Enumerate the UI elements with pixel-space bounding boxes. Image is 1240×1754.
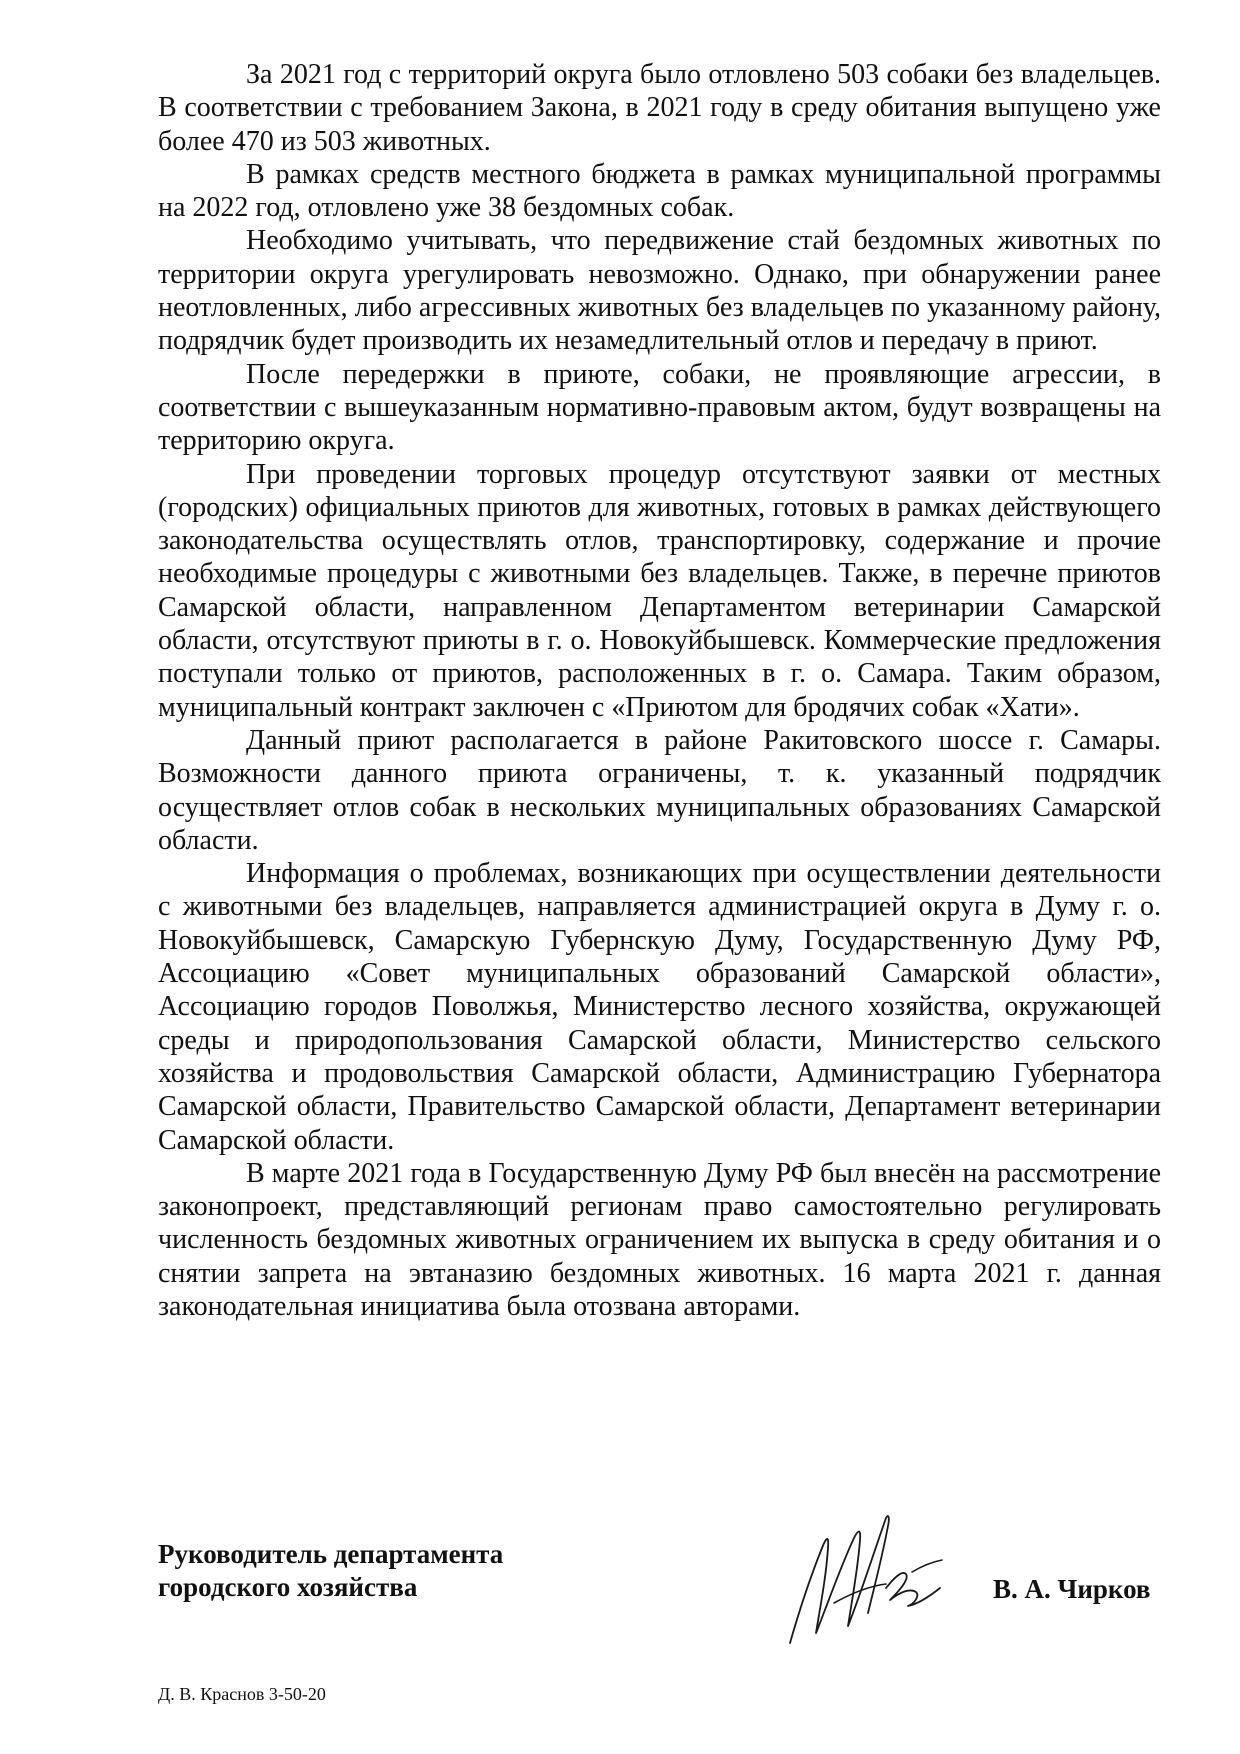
paragraph-dogs-caught-2021: За 2021 год с территорий округа было отловлено 503 собаки без владельцев. В соответствии с требованием Закона, в 2021 году в среду обитания выпущено уже более 470 из 503 животных. — [158, 59, 1161, 157]
signatory-position-line-2: городского хозяйства — [158, 1572, 418, 1602]
paragraph-procurement: При проведении торговых процедур отсутствуют заявки от местных (городских) официальных приютов для животных, готовых в рамках действующего законодательства осуществлять отлов, транспортировку, содержание и прочие необходимые процедуры с животными без владельцев. Также, в перечне приютов Самарской области, направленном Департаментом ветеринарии Самарской области, отсутствуют приюты в г. о. Новокуйбышевск. Коммерческие предложения поступали только от приютов, расположенных в г. о. Самара. Таким образом, муниципальный контракт заключен с «Приютом для бродячих собак «Хати». — [158, 458, 1161, 723]
handwritten-signature — [782, 1508, 952, 1648]
signatory-name: В. А. Чирков — [993, 1574, 1151, 1604]
paragraph-budget-2022: В рамках средств местного бюджета в рамках муниципальной программы на 2022 год, отловлено уже 38 бездомных собак. — [158, 158, 1161, 224]
paragraph-shelter-location: Данный приют располагается в районе Ракитовского шоссе г. Самары. Возможности данного приюта ограничены, т. к. указанный подрядчик осуществляет отлов собак в нескольких муниципальных образованиях Самарской области. — [158, 724, 1161, 856]
paragraph-shelter-return: После передержки в приюте, собаки, не проявляющие агрессии, в соответствии с вышеуказанным нормативно-правовым актом, будут возвращены на территорию округа. — [158, 358, 1161, 457]
paragraph-draft-law: В марте 2021 года в Государственную Думу РФ был внесён на рассмотрение законопроект, представляющий регионам право самостоятельно регулировать численность бездомных животных ограничением их выпуска в среду обитания и о снятии запрета на эвтаназию бездомных животных. 16 марта 2021 г. данная законодательная инициатива была отозвана авторами. — [158, 1157, 1161, 1322]
executor-contact: Д. В. Краснов 3-50-20 — [158, 1684, 326, 1704]
paragraph-pack-movement: Необходимо учитывать, что передвижение стай бездомных животных по территории округа урегулировать невозможно. Однако, при обнаружении ранее неотловленных, либо агрессивных животных без владельцев по указанному району, подрядчик будет производить их незамедлительный отлов и передачу в приют. — [158, 225, 1161, 357]
letter-body — [158, 58, 1161, 1323]
signatory-position — [158, 1538, 503, 1604]
paragraph-information-sent: Информация о проблемах, возникающих при осуществлении деятельности с животными без владельцев, направляется администрацией округа в Думу г. о. Новокуйбышевск, Самарскую Губернскую Думу, Государственную Думу РФ, Ассоциацию «Совет муниципальных образований Самарской области», Ассоциацию городов Поволжья, Министерство лесного хозяйства, окружающей среды и природопользования Самарской области, Министерство сельского хозяйства и продовольствия Самарской области, Администрацию Губернатора Самарской области, Правительство Самарской области, Департамент ветеринарии Самарской области. — [158, 858, 1161, 1156]
signatory-position-line-1: Руководитель департамента — [158, 1539, 504, 1569]
